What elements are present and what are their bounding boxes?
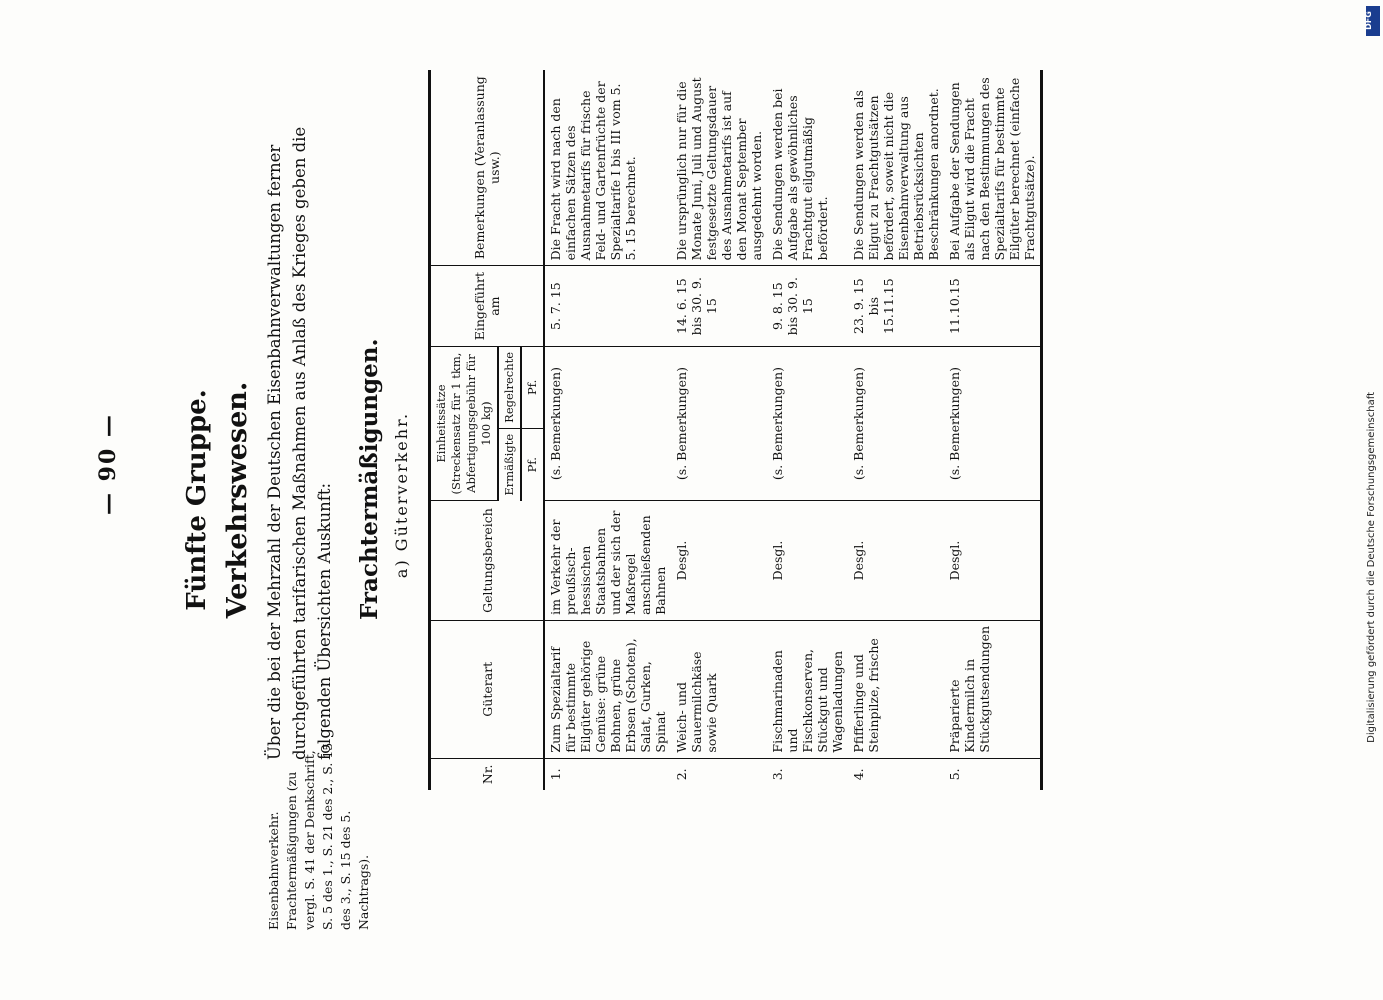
header-geltungsbereich: Geltungsbereich [430,501,545,621]
table-row [544,70,671,790]
row-eingefuehrt: 11.10.15 [944,266,1042,347]
row-geltungsbereich: Desgl. [767,501,848,621]
row-geltungsbereich: Desgl. [944,501,1042,621]
row-geltungsbereich: im Verkehr der preußisch-hessischen Staatsbahnen und der sich der Maßregel anschließenden Bahnen [544,501,671,621]
row-eingefuehrt: 9. 8. 15 bis 30. 9. 15 [767,266,848,347]
row-bemerkungen: Bei Aufgabe der Sendungen als Eilgut wird die Fracht nach den Bestimmungen des Spezialtarifs für bestimmte Eilgüter berechnet (einfache Frachtgutsätze). [944,70,1042,266]
header-nr: Nr. [430,758,545,790]
row-gueterart: Weich- und Sauermilchkäse sowie Quark [671,620,767,758]
row-nr: 2. [674,768,689,781]
header-pf-ermaessigt: Pf. [521,428,544,500]
page-number: — 90 — [95,413,121,515]
section-title: Frachtermäßigungen. [356,338,383,620]
row-eingefuehrt: 5. 7. 15 [544,266,671,347]
row-nr: 1. [548,768,563,781]
header-bemerkungen: Bemerkungen (Veranlassung usw.) [430,70,545,266]
dfg-logo: DFG [1366,6,1380,36]
intro-text: Über die bei der Mehrzahl der Deutschen Eisenbahnverwaltungen ferner durchgeführten tarifarischen Maßnahmen aus Anlaß des Krieges geben die folgenden Übersichten Auskunft: [265,126,334,760]
row-gueterart: Pfifferlinge und Steinpilze, frische [848,620,944,758]
row-gueterart: Fischmarinaden und Fischkonserven, Stückgut und Wagenladungen [767,620,848,758]
row-gueterart: Präparierte Kindermilch in Stückgutsendungen [944,620,1042,758]
row-einheitssaetze: (s. Bemerkungen) [671,346,767,500]
row-einheitssaetze: (s. Bemerkungen) [544,346,671,500]
row-bemerkungen: Die Sendungen werden als Eilgut zu Frachtgutsätzen befördert, soweit nicht die Eisenbahnverwaltung aus Betriebsrücksichten Beschränkungen anordnet. [848,70,944,266]
group-title: Fünfte Gruppe. [182,389,212,611]
row-geltungsbereich: Desgl. [848,501,944,621]
header-einheitssaetze: Einheitssätze (Streckensatz für 1 tkm, Abfertigungsgebühr für 100 kg) [430,346,499,500]
header-regelrechte: Regelrechte [498,346,521,428]
row-eingefuehrt: 23. 9. 15 bis 15.11.15 [848,266,944,347]
header-pf-regelrecht: Pf. [521,346,544,428]
row-bemerkungen: Die Fracht wird nach den einfachen Sätzen des Ausnahmetarifs für frische Feld- und Gartenfrüchte der Spezialtarife I bis III vom 5. 5. 15 berechnet. [544,70,671,266]
header-ermaessigte: Ermäßigte [498,428,521,500]
digitization-credit: Digitalisierung gefördert durch die Deutsche Forschungsgemeinschaft [1366,392,1377,743]
row-gueterart: Zum Spezialtarif für bestimmte Eilgüter gehörige Gemüse: grüne Bohnen, grüne Erbsen (Schoten), Salat, Gurken, Spinat [544,620,671,758]
row-geltungsbereich: Desgl. [671,501,767,621]
table-row [767,70,848,790]
table-row [848,70,944,790]
group-subtitle: Verkehrswesen. [222,381,253,619]
row-einheitssaetze: (s. Bemerkungen) [848,346,944,500]
side-note: Eisenbahnverkehr. Frachtermäßigungen (zu vergl. S. 41 der Denkschrift, S. 5 des 1., S. 21 des 2., S. 15 des 3., S. 15 des 5. Nachtrags). [266,742,371,930]
subsection-title: a) Güterverkehr. [392,411,411,579]
row-nr: 4. [851,768,866,781]
header-gueterart: Güterart [430,620,545,758]
freight-table [428,70,1043,790]
table-row [671,70,767,790]
row-einheitssaetze: (s. Bemerkungen) [767,346,848,500]
row-eingefuehrt: 14. 6. 15 bis 30. 9. 15 [671,266,767,347]
row-nr: 5. [944,758,1042,790]
row-bemerkungen: Die ursprünglich nur für die Monate Juni, Juli und August festgesetzte Geltungsdauer des Ausnahmetarifs ist auf den Monat September ausgedehnt worden. [671,70,767,266]
table-row [944,70,1042,790]
row-einheitssaetze: (s. Bemerkungen) [944,346,1042,500]
row-bemerkungen: Die Sendungen werden bei Aufgabe als gewöhnliches Frachtgut eilgutmäßig befördert. [767,70,848,266]
row-nr: 3. [770,768,785,781]
header-eingefuehrt: Eingeführt am [430,266,545,347]
